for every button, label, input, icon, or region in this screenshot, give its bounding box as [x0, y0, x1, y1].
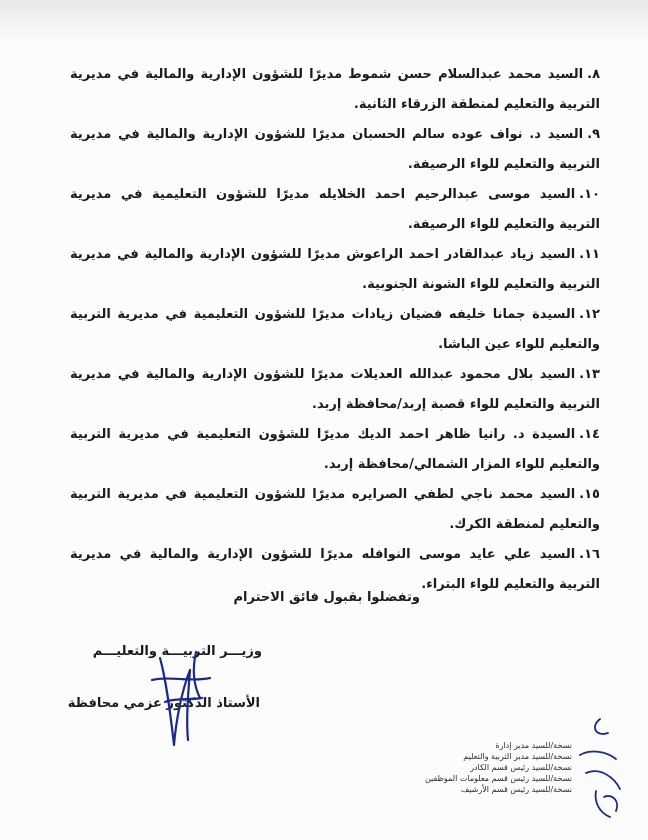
list-item [70, 360, 600, 420]
list-item [70, 180, 600, 240]
list-item [70, 420, 600, 480]
copy-line: نسخة/للسيد رئيس قسم معلومات الموظفين [424, 774, 572, 783]
item-number: ١٤. [579, 427, 600, 442]
item-text: السيدة د. رانيا ظاهر احمد الديك مديرًا للشؤون التعليمية في مديرية التربية والتعليم للواء المزار الشمالي/محافظة إربد. [70, 427, 600, 472]
item-text: السيد موسى عبدالرحيم احمد الخلايله مديرًا للشؤون التعليمية في مديرية التربية والتعليم للواء الرصيفة. [70, 187, 600, 232]
item-text: السيد علي عايد موسى النوافله مديرًا للشؤون الإدارية والمالية في مديرية التربية والتعليم للواء البتراء. [70, 547, 600, 592]
item-text: السيد محمد عبدالسلام حسن شموط مديرًا للشؤون الإدارية والمالية في مديرية التربية والتعليم لمنطقة الزرقاء الثانية. [70, 67, 600, 112]
item-number: ٩. [587, 127, 600, 142]
closing-salutation: وتفضلوا بقبول فائق الاحترام [233, 590, 420, 605]
item-number: ١٠. [579, 187, 600, 202]
scan-top-shadow [0, 0, 648, 42]
item-text: السيد محمد ناجي لطفي الصرايره مديرًا للشؤون التعليمية في مديرية التربية والتعليم لمنطقة الكرك. [70, 487, 600, 532]
list-item [70, 120, 600, 180]
item-number: ١٢. [579, 307, 600, 322]
copies-list [340, 740, 572, 795]
item-number: ١١. [579, 247, 600, 262]
minister-name: الأستاذ الدكتور عزمي محافظة [67, 696, 260, 711]
copy-line: نسخة/للسيد رئيس قسم الكادر [470, 763, 572, 772]
minister-title: وزيـــر التربيـــة والتعليـــم [92, 644, 262, 659]
item-text: السيد زياد عبدالقادر احمد الراعوش مديرًا للشؤون الإدارية والمالية في مديرية التربية والتعليم للواء الشونة الجنوبية. [70, 247, 600, 292]
item-number: ١٦. [579, 547, 600, 562]
list-item [70, 240, 600, 300]
item-number: ١٣. [579, 367, 600, 382]
item-text: السيد بلال محمود عبدالله العديلات مديرًا للشؤون الإدارية والمالية في مديرية التربية والتعليم للواء قصبة إربد/محافظة إربد. [70, 367, 600, 412]
item-number: ٨. [587, 67, 600, 82]
minister-signature [130, 640, 220, 750]
list-item [70, 60, 600, 120]
item-number: ١٥. [579, 487, 600, 502]
initials-signature [560, 715, 640, 825]
list-item [70, 300, 600, 360]
item-text: السيد د. نواف عوده سالم الحسبان مديرًا للشؤون الإدارية والمالية في مديرية التربية والتعليم للواء الرصيفة. [70, 127, 600, 172]
copy-line: نسخة/للسيد مدير التربية والتعليم [463, 752, 572, 761]
copy-line: نسخة/للسيد رئيس قسم الأرشيف [460, 785, 572, 794]
copy-line: نسخة/للسيد مدير إدارة [495, 741, 572, 750]
list-item [70, 480, 600, 540]
appointments-list [70, 60, 600, 600]
item-text: السيدة جمانا خليفه فضيان زيادات مديرًا للشؤون التعليمية في مديرية التربية والتعليم للواء عين الباشا. [70, 307, 600, 352]
